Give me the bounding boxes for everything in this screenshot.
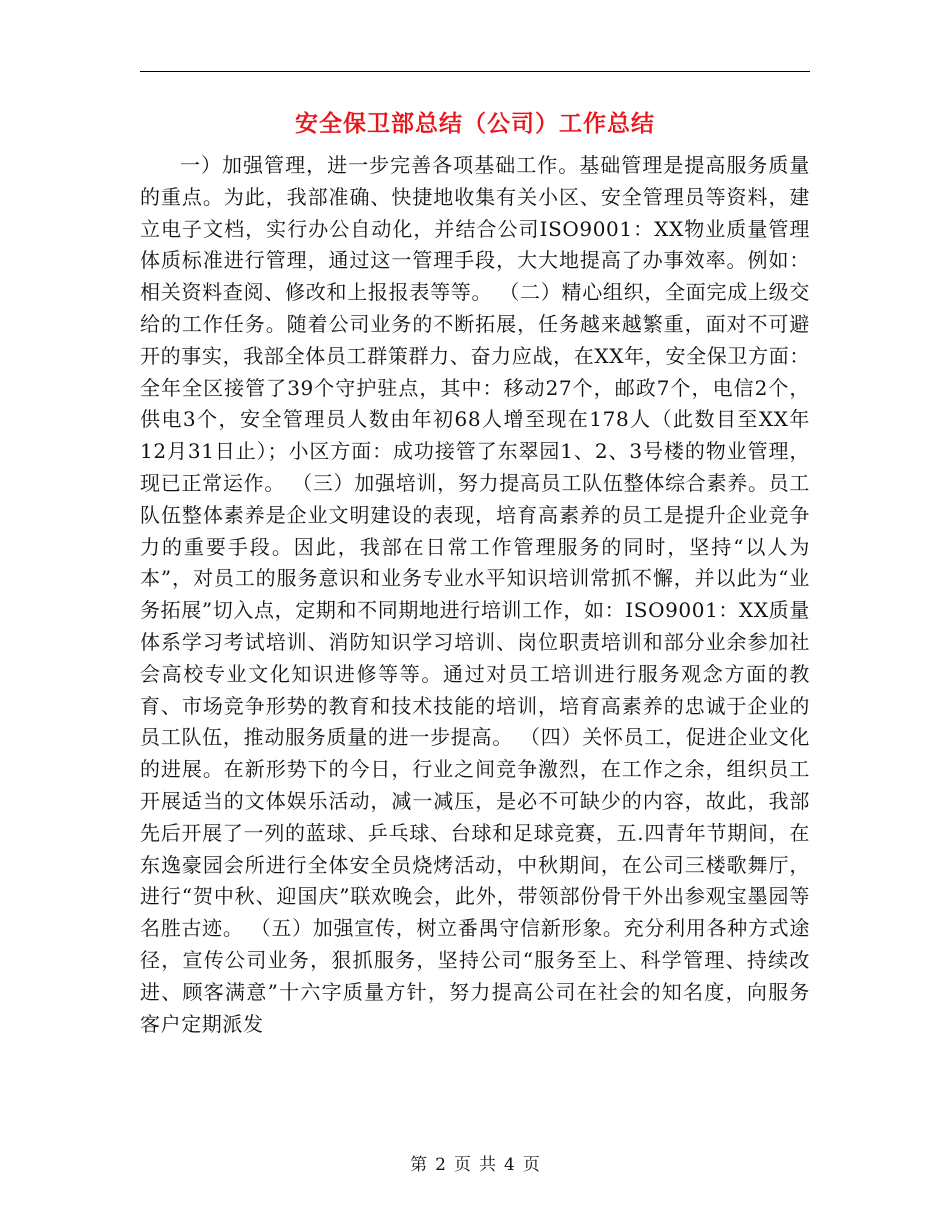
header-rule <box>140 71 810 72</box>
footer-total-unit: 页 <box>522 1155 540 1175</box>
footer-page-number: 2 <box>435 1155 446 1175</box>
footer-total-prefix: 共 <box>479 1155 496 1175</box>
footer-total-pages: 4 <box>504 1155 515 1175</box>
document-body: 一）加强管理，进一步完善各项基础工作。基础管理是提高服务质量的重点。为此，我部准确、快捷地收集有关小区、安全管理员等资料，建立电子文档，实行办公自动化，并结合公司ISO9001：XX物业质量管理体质标准进行管理，通过这一管理手段，大大地提高了办事效率。例如：相关资料查阅、修改和上报报表等等。 （二）精心组织，全面完成上级交给的工作任务。随着公司业务的不断拓展，任务越来越繁重，面对不可避开的事实，我部全体员工群策群力、奋力应战，在XX年，安全保卫方面：全年全区接管了39个守护驻点，其中：移动27个，邮政7个，电信2个，供电3个，安全管理员人数由年初68人增至现在178人（此数目至XX年12月31日止）；小区方面：成功接管了东翠园1、2、3号楼的物业管理，现已正常运作。 （三）加强培训，努力提高员工队伍整体综合素养。员工队伍整体素养是企业文明建设的表现，培育高素养的员工是提升企业竞争力的重要手段。因此，我部在日常工作管理服务的同时，坚持“以人为本”，对员工的服务意识和业务专业水平知识培训常抓不懈，并以此为“业务拓展”切入点，定期和不同期地进行培训工作，如：ISO9001：XX质量体系学习考试培训、消防知识学习培训、岗位职责培训和部分业余参加社会高校专业文化知识进修等等。通过对员工培训进行服务观念方面的教育、市场竞争形势的教育和技术技能的培训，培育高素养的忠诚于企业的员工队伍，推动服务质量的进一步提高。 （四）关怀员工，促进企业文化的进展。在新形势下的今日，行业之间竞争激烈，在工作之余，组织员工开展适当的文体娱乐活动，减一减压，是必不可缺少的内容，故此，我部先后开展了一列的蓝球、乒乓球、台球和足球竞赛，五.四青年节期间，在东逸豪园会所进行全体安全员烧烤活动，中秋期间，在公司三楼歌舞厅，进行“贺中秋、迎国庆”联欢晚会，此外，带领部份骨干外出参观宝墨园等名胜古迹。 （五）加强宣传，树立番禺守信新形象。充分利用各种方式途径，宣传公司业务，狠抓服务，坚持公司“服务至上、科学管理、持续改进、顾客满意”十六字质量方针，努力提高公司在社会的知名度，向服务客户定期派发 <box>140 153 810 1036</box>
footer-prefix: 第 <box>410 1155 428 1175</box>
document-title: 安全保卫部总结（公司）工作总结 <box>295 110 655 137</box>
page-footer <box>0 1153 950 1177</box>
footer-page-unit: 页 <box>454 1155 471 1175</box>
